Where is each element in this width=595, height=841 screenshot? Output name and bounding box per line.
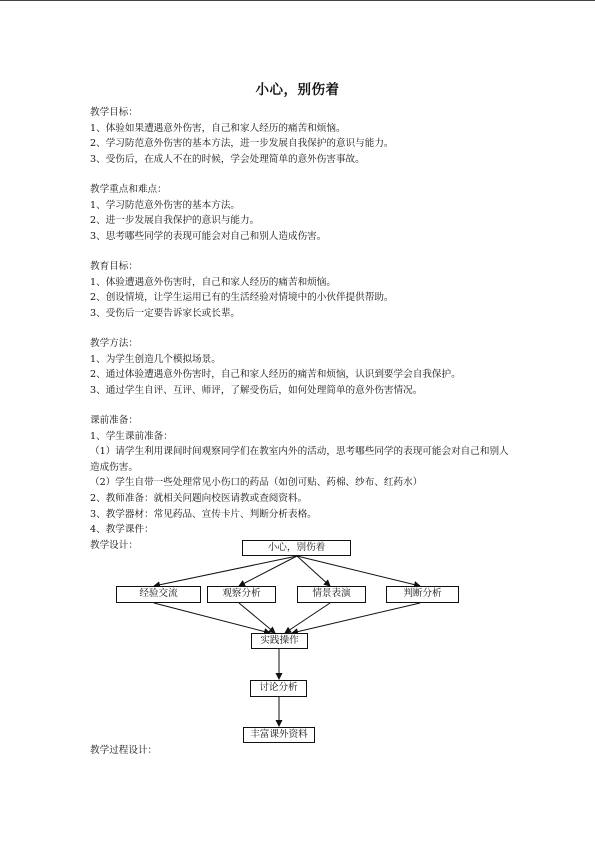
arrow-branch-1-to-practice — [154, 603, 270, 633]
list-item: 1、体验如果遭遇意外伤害，自己和家人经历的痛苦和烦恼。 — [90, 122, 346, 134]
list-item: 2、进一步发展自我保护的意识与能力。 — [90, 215, 260, 227]
section-heading: 教育目标： — [90, 261, 138, 272]
list-item: 4、教学课件： — [90, 524, 154, 536]
list-item: 2、教师准备：就相关问题向校医请教或查阅资料。 — [90, 492, 308, 504]
list-item: 2、创设情境，让学生运用已有的生活经验对情境中的小伙伴提供帮助。 — [90, 292, 394, 304]
diagram-branch-node: 情景表演 — [297, 586, 366, 603]
list-item: 2、学习防范意外伤害的基本方法，进一步发展自我保护的意识与能力。 — [90, 138, 394, 150]
list-item: 1、体验遭遇意外伤害时，自己和家人经历的痛苦和烦恼。 — [90, 276, 336, 288]
section-heading: 教学重点和难点： — [90, 184, 167, 195]
process-label — [90, 743, 515, 759]
list-item: （2）学生自带一些处理常见小伤口的药品（如创可贴、药棉、纱布、红药水） — [90, 477, 423, 489]
list-item: （1）请学生利用课间时间观察同学们在教室内外的活动，思考哪些同学的表现可能会对自己和别人造成伤害。 — [90, 446, 509, 473]
arrow-root-to-branch-4 — [297, 556, 420, 586]
diagram-branch-node: 经验交流 — [116, 586, 201, 603]
diagram-resources-node: 丰富课外资料 — [243, 727, 315, 743]
list-item: 1、学习防范意外伤害的基本方法。 — [90, 199, 241, 211]
arrow-branch-2-to-practice — [239, 603, 275, 633]
arrow-branch-3-to-practice — [285, 603, 330, 633]
diagram-discuss-node: 讨论分析 — [250, 680, 307, 697]
list-item: 1、为学生创造几个模拟场景。 — [90, 353, 221, 365]
diagram-practice-node: 实践操作 — [251, 633, 308, 649]
list-item: 3、受伤后，在成人不在的时候，学会处理简单的意外伤害事故。 — [90, 153, 365, 165]
list-item: 2、通过体验遭遇意外伤害时，自己和家人经历的痛苦和烦恼，认识到要学会自我保护。 — [90, 369, 461, 381]
list-item: 1、学生课前准备： — [90, 430, 173, 442]
section-heading: 课前准备： — [90, 415, 138, 426]
list-item: 3、受伤后一定要告诉家长或长辈。 — [90, 307, 241, 319]
diagram-root-node: 小心，别伤着 — [242, 540, 351, 556]
arrow-root-to-branch-1 — [154, 556, 297, 586]
list-item: 3、思考哪些同学的表现可能会对自己和别人造成伤害。 — [90, 230, 327, 242]
diagram-branch-node: 观察分析 — [207, 586, 276, 603]
section-heading: 教学方法： — [90, 338, 138, 349]
list-item: 3、教学器材：常见药品、宣传卡片、判断分析表格。 — [90, 508, 317, 520]
arrow-branch-4-to-practice — [292, 603, 420, 633]
arrow-root-to-branch-2 — [239, 556, 297, 586]
list-item: 3、通过学生自评、互评、师评，了解受伤后，如何处理简单的意外伤害情况。 — [90, 384, 423, 396]
section-heading: 教学目标： — [90, 107, 138, 118]
design-label-text: 教学设计： — [90, 540, 138, 551]
diagram-branch-node: 判断分析 — [386, 586, 459, 603]
page-title: 小心，别伤着 — [255, 82, 340, 98]
process-label-text: 教学过程设计： — [90, 745, 158, 756]
